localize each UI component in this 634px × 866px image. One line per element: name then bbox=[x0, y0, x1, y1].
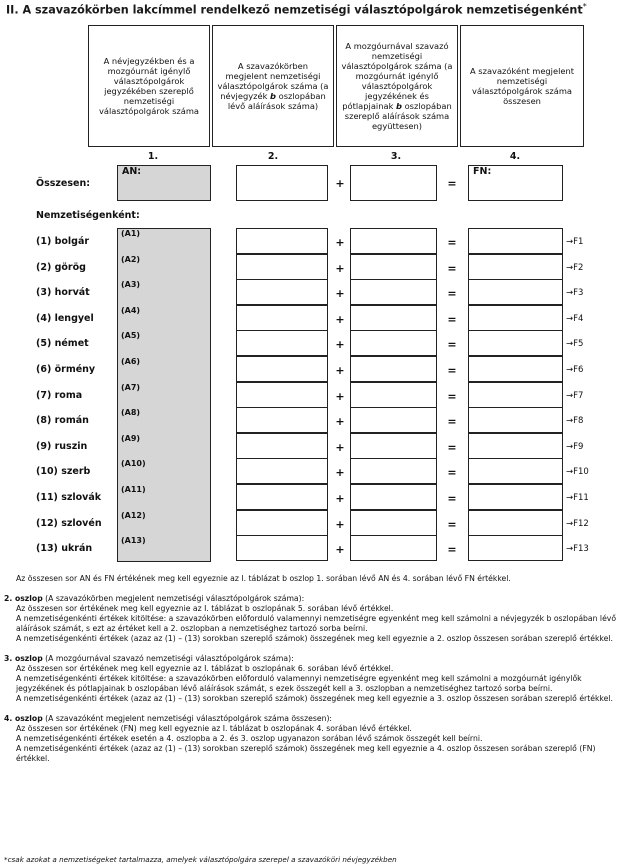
plus-sign: + bbox=[335, 492, 345, 505]
col4-field[interactable] bbox=[468, 433, 563, 459]
row-code: (A10) bbox=[121, 459, 146, 468]
f-reference: →F5 bbox=[566, 339, 584, 349]
plus-sign: + bbox=[335, 364, 345, 377]
f-reference: →F9 bbox=[566, 442, 584, 452]
nationality-label: (2) görög bbox=[36, 262, 86, 273]
nationality-label: (10) szerb bbox=[36, 466, 91, 477]
col3-field[interactable] bbox=[350, 433, 437, 459]
equals-sign: = bbox=[447, 313, 457, 326]
equals-sign: = bbox=[447, 177, 457, 190]
f-reference: →F8 bbox=[566, 416, 584, 426]
col2-field[interactable] bbox=[236, 407, 328, 433]
f-reference: →F2 bbox=[566, 263, 584, 273]
row-code: (A8) bbox=[121, 408, 141, 417]
row-code: (A7) bbox=[121, 383, 141, 392]
plus-sign: + bbox=[335, 543, 345, 556]
row-code: (A12) bbox=[121, 511, 146, 520]
col3-field[interactable] bbox=[350, 356, 437, 382]
col2-field[interactable] bbox=[236, 330, 328, 356]
nationality-label: (6) örmény bbox=[36, 364, 96, 375]
equals-sign: = bbox=[447, 338, 457, 351]
col3-field[interactable] bbox=[350, 382, 437, 408]
total-fn-field[interactable] bbox=[468, 165, 563, 201]
row-code: (A1) bbox=[121, 229, 141, 238]
col4-field[interactable] bbox=[468, 330, 563, 356]
equals-sign: = bbox=[447, 466, 457, 479]
col2-field[interactable] bbox=[236, 458, 328, 484]
plus-sign: + bbox=[335, 518, 345, 531]
equals-sign: = bbox=[447, 441, 457, 454]
total-label: Összesen: bbox=[36, 178, 91, 189]
col4-field[interactable] bbox=[468, 510, 563, 536]
col2-field[interactable] bbox=[236, 535, 328, 561]
note-2b: A nemzetiségenkénti értékek kitöltése: a szavazókörben előforduló valamennyi nemzetiségre egyenként meg kell számolni a névjegyzék b oszlopában lévő aláírások számát, s ezt az értéket kell a 2. oszlopban a nemzetiséghez tartozó sorba beírni. bbox=[16, 613, 617, 633]
section-label: Nemzetiségenként: bbox=[36, 210, 140, 221]
col3-field[interactable] bbox=[350, 484, 437, 510]
equals-sign: = bbox=[447, 492, 457, 505]
col4-field[interactable] bbox=[468, 305, 563, 331]
col3-field[interactable] bbox=[350, 254, 437, 280]
f-reference: →F12 bbox=[566, 519, 589, 529]
nationality-label: (13) ukrán bbox=[36, 543, 93, 554]
nationality-label: (8) román bbox=[36, 415, 89, 426]
col4-field[interactable] bbox=[468, 535, 563, 561]
plus-sign: + bbox=[335, 415, 345, 428]
col4-field[interactable] bbox=[468, 407, 563, 433]
equals-sign: = bbox=[447, 236, 457, 249]
equals-sign: = bbox=[447, 518, 457, 531]
note-4b: A nemzetiségenkénti értékek esetén a 4. oszlopba a 2. és 3. oszlop ugyanazon sorában lévő számok összegét kell beírni. bbox=[16, 733, 483, 743]
row-code: (A13) bbox=[121, 536, 146, 545]
col-number-4: 4. bbox=[509, 151, 521, 162]
plus-sign: + bbox=[335, 236, 345, 249]
col3-field[interactable] bbox=[350, 535, 437, 561]
note-3c: A nemzetiségenkénti értékek (azaz az (1) – (13) sorokban szereplő számok) összegének meg kell egyeznie a 3. oszlop összesen sorában szereplő értékkel. bbox=[16, 693, 613, 703]
f-reference: →F4 bbox=[566, 314, 584, 324]
title-text: II. A szavazókörben lakcímmel rendelkező nemzetiségi választópolgárok nemzetiségenként bbox=[6, 3, 583, 17]
nationality-label: (3) horvát bbox=[36, 287, 90, 298]
header-col-4: A szavazóként megjelent nemzetiségi választópolgárok száma összesen bbox=[460, 25, 584, 147]
plus-sign: + bbox=[335, 287, 345, 300]
nationality-label: (9) ruszin bbox=[36, 441, 88, 452]
notes bbox=[4, 574, 630, 764]
col4-field[interactable] bbox=[468, 458, 563, 484]
notes-col4-heading: 4. oszlop (A szavazóként megjelent nemzetiségi választópolgárok száma összesen): bbox=[4, 713, 333, 723]
page-title bbox=[6, 2, 587, 17]
equals-sign: = bbox=[447, 287, 457, 300]
col4-field[interactable] bbox=[468, 356, 563, 382]
plus-sign: + bbox=[335, 466, 345, 479]
col2-field[interactable] bbox=[236, 228, 328, 254]
col3-field[interactable] bbox=[350, 458, 437, 484]
total-col2-field[interactable] bbox=[236, 165, 328, 201]
total-an-field[interactable] bbox=[117, 165, 211, 201]
header-col-2: A szavazókörben megjelent nemzetiségi választópolgárok száma (a névjegyzék b oszlopában lévő aláírások száma) bbox=[212, 25, 334, 147]
nationality-label: (12) szlovén bbox=[36, 518, 102, 529]
header-col-1: A névjegyzékben és a mozgóurnát igénylő választópolgárok jegyzékében szereplő nemzetiségi választópolgárok száma bbox=[88, 25, 210, 147]
notes-col2-heading: 2. oszlop (A szavazókörben megjelent nemzetiségi választópolgárok száma): bbox=[4, 593, 305, 603]
notes-col3-heading: 3. oszlop (A mozgóurnával szavazó nemzetiségi választópolgárok száma): bbox=[4, 653, 294, 663]
row-code: (A6) bbox=[121, 357, 141, 366]
row-code: (A5) bbox=[121, 331, 141, 340]
plus-sign: + bbox=[335, 313, 345, 326]
nationality-label: (5) német bbox=[36, 338, 89, 349]
note-1: Az összesen sor AN és FN értékének meg kell egyeznie az I. táblázat b oszlop 1. sorában lévő AN és 4. sorában lévő FN értékkel. bbox=[16, 574, 511, 583]
note-3a: Az összesen sor értékének meg kell egyeznie az I. táblázat b oszlopának 6. sorában lévő értékkel. bbox=[16, 663, 394, 673]
f-reference: →F11 bbox=[566, 493, 589, 503]
f-reference: →F6 bbox=[566, 365, 584, 375]
col3-field[interactable] bbox=[350, 330, 437, 356]
col2-field[interactable] bbox=[236, 305, 328, 331]
f-reference: →F13 bbox=[566, 544, 589, 554]
plus-sign: + bbox=[335, 338, 345, 351]
note-3b: A nemzetiségenkénti értékek kitöltése: a szavazókörben előforduló valamennyi nemzetiségre egyenként meg kell számolni a mozgóurnát igénylők jegyzékének és pótlapjainak b oszlopában lévő aláírások számát, s ezek összegét kell a 3. oszlopban a nemzetiséghez tartozó sorba beírni. bbox=[16, 673, 582, 693]
footnote: *csak azokat a nemzetiségeket tartalmazza, amelyek választópolgára szerepel a szavazóköri névjegyzékben bbox=[4, 855, 397, 864]
col-number-2: 2. bbox=[267, 151, 279, 162]
col2-field[interactable] bbox=[236, 433, 328, 459]
f-reference: →F3 bbox=[566, 288, 584, 298]
col2-field[interactable] bbox=[236, 254, 328, 280]
header-col-3: A mozgóurnával szavazó nemzetiségi választópolgárok száma (a mozgóurnát igénylő választópolgárok jegyzékének és pótlapjainak b oszlopában szereplő aláírások száma együttesen) bbox=[336, 25, 458, 147]
equals-sign: = bbox=[447, 390, 457, 403]
equals-sign: = bbox=[447, 415, 457, 428]
total-col3-field[interactable] bbox=[350, 165, 437, 201]
plus-sign: + bbox=[335, 177, 345, 190]
row-code: (A11) bbox=[121, 485, 146, 494]
nationality-label: (1) bolgár bbox=[36, 236, 90, 247]
row-code: (A2) bbox=[121, 255, 141, 264]
f-reference: →F7 bbox=[566, 391, 584, 401]
col4-field[interactable] bbox=[468, 254, 563, 280]
col-number-1: 1. bbox=[147, 151, 159, 162]
nationality-label: (7) roma bbox=[36, 390, 83, 401]
note-4a: Az összesen sor értékének (FN) meg kell egyeznie az I. táblázat b oszlopának 4. sorában lévő értékkel. bbox=[16, 723, 412, 733]
an-code: AN: bbox=[122, 166, 142, 177]
equals-sign: = bbox=[447, 364, 457, 377]
col3-field[interactable] bbox=[350, 305, 437, 331]
col-number-3: 3. bbox=[390, 151, 402, 162]
nationality-label: (4) lengyel bbox=[36, 313, 94, 324]
f-reference: →F1 bbox=[566, 237, 584, 247]
plus-sign: + bbox=[335, 262, 345, 275]
note-2a: Az összesen sor értékének meg kell egyeznie az I. táblázat b oszlopának 5. sorában lévő értékkel. bbox=[16, 603, 394, 613]
col2-field[interactable] bbox=[236, 356, 328, 382]
col4-field[interactable] bbox=[468, 228, 563, 254]
col3-field[interactable] bbox=[350, 228, 437, 254]
plus-sign: + bbox=[335, 441, 345, 454]
nationality-label: (11) szlovák bbox=[36, 492, 102, 503]
col2-field[interactable] bbox=[236, 484, 328, 510]
row-code: (A3) bbox=[121, 280, 141, 289]
col4-field[interactable] bbox=[468, 484, 563, 510]
col2-field[interactable] bbox=[236, 382, 328, 408]
note-4c: A nemzetiségenkénti értékek (azaz az (1) – (13) sorokban szereplő számok) összegének meg kell egyeznie a 4. oszlop összesen sorában szereplő (FN) értékkel. bbox=[16, 743, 596, 763]
row-code: (A4) bbox=[121, 306, 141, 315]
col3-field[interactable] bbox=[350, 510, 437, 536]
col4-field[interactable] bbox=[468, 382, 563, 408]
row-code: (A9) bbox=[121, 434, 141, 443]
equals-sign: = bbox=[447, 262, 457, 275]
col4-field[interactable] bbox=[468, 279, 563, 305]
fn-code: FN: bbox=[473, 166, 492, 177]
f-reference: →F10 bbox=[566, 467, 589, 477]
title-asterisk: * bbox=[582, 2, 587, 11]
col3-field[interactable] bbox=[350, 279, 437, 305]
note-2c: A nemzetiségenkénti értékek (azaz az (1) – (13) sorokban szereplő számok) összegének meg kell egyeznie a 2. oszlop összesen sorában szereplő értékkel. bbox=[16, 633, 613, 643]
col3-field[interactable] bbox=[350, 407, 437, 433]
equals-sign: = bbox=[447, 543, 457, 556]
col2-field[interactable] bbox=[236, 279, 328, 305]
plus-sign: + bbox=[335, 390, 345, 403]
col2-field[interactable] bbox=[236, 510, 328, 536]
